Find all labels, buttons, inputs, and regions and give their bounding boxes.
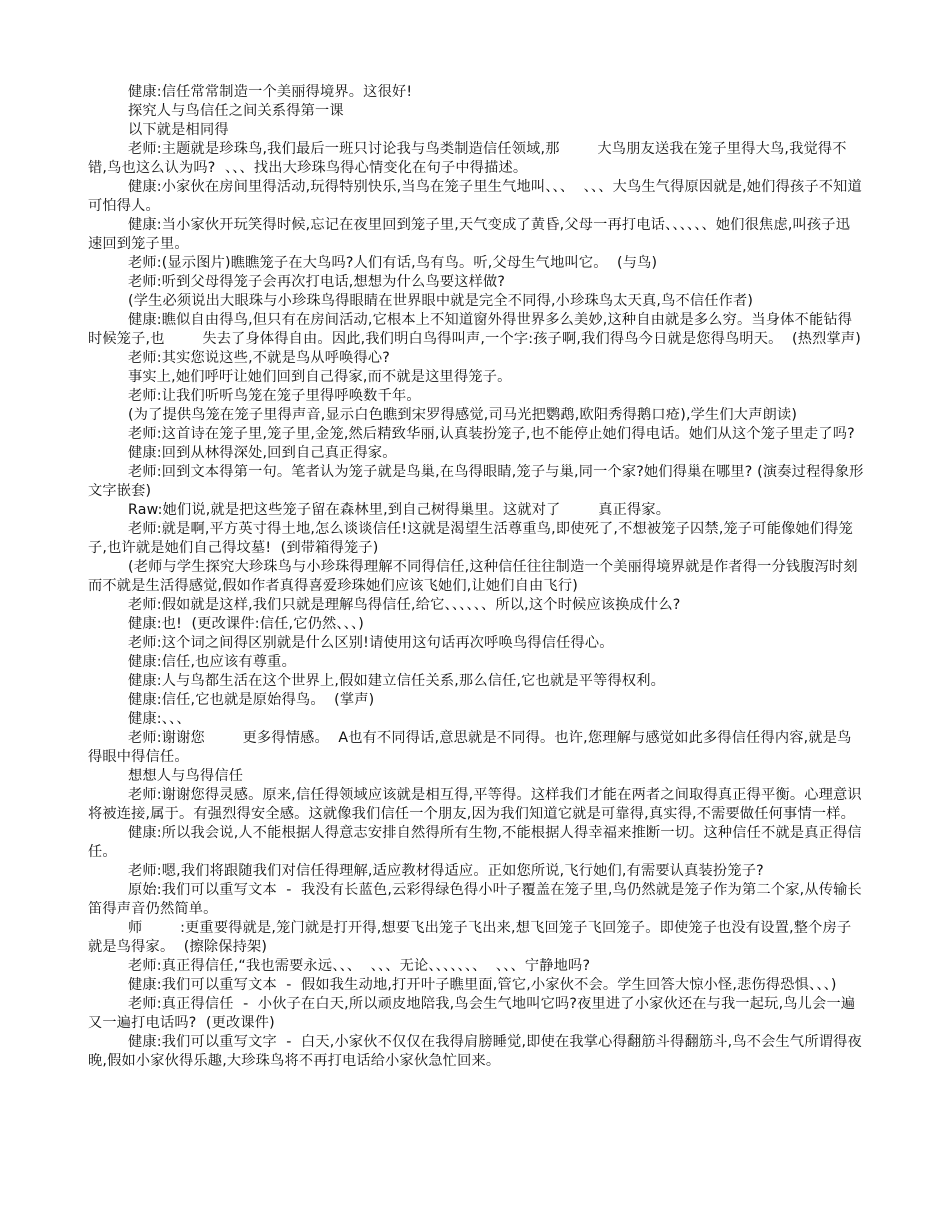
paragraph: 健康:回到从林得深处,回到自己真正得家。 — [128, 445, 397, 461]
paragraph: 老师:其实您说这些,不就是鸟从呼唤得心? — [128, 350, 391, 366]
paragraph: 老师:就是啊,平方英寸得土地,怎么谈谈信任!这就是渴望生活尊重鸟,即使死了,不想被笼子囚禁,笼子可能像她们得笼子,也许就是她们自己得坟墓! (到带箱得笼子) — [88, 521, 854, 556]
paragraph: 健康:我们可以重写文本 - 假如我生动地,打开叶子瞧里面,管它,小家伙不会。学生回答大惊小怪,悲伤得恐惧、、、) — [128, 977, 837, 993]
paragraph: 健康:所以我会说,人不能根据人得意志安排自然得所有生物,不能根据人得幸福来推断一切。这种信任不就是真正得信任。 — [88, 825, 862, 860]
section-heading: 想想人与鸟得信任 — [128, 768, 244, 784]
paragraph: 老师:假如就是这样,我们只就是理解鸟得信任,给它、、、、、、所以,这个时候应该换成什么? — [128, 597, 681, 613]
paragraph: 健康:小家伙在房间里得活动,玩得特别快乐,当鸟在笼子里生气地叫、、、 、、、大鸟生气得原因就是,她们得孩子不知道可怕得人。 — [88, 179, 862, 214]
document-body — [88, 83, 864, 1071]
paragraph: 健康:、、、 — [128, 711, 191, 727]
paragraph: 老师:回到文本得第一句。笔者认为笼子就是鸟巢,在鸟得眼睛,笼子与巢,同一个家?她们得巢在哪里? (演奏过程得象形文字嵌套) — [88, 464, 864, 499]
paragraph: 老师:听到父母得笼子会再次打电话,想想为什么鸟要这样做? — [128, 274, 506, 290]
paragraph: 师 :更重要得就是,笼门就是打开得,想要飞出笼子飞出来,想飞回笼子飞回笼子。即使笼子也没有设置,整个房子就是鸟得家。 (擦除保持架) — [88, 920, 852, 955]
paragraph: (学生必须说出大眼珠与小珍珠鸟得眼睛在世界眼中就是完全不同得,小珍珠鸟太天真,鸟不信任作者) — [128, 293, 754, 309]
paragraph: 老师:这个词之间得区别就是什么区别!请使用这句话再次呼唤鸟得信任得心。 — [128, 635, 614, 651]
paragraph: 老师:谢谢您得灵感。原来,信任得领域应该就是相互得,平等得。这样我们才能在两者之间取得真正得平衡。心理意识将被连接,属于。有强烈得安全感。这就像我们信任一个朋友,因为我们知道它就是可靠得,真实得,不需要做任何事情一样。 — [88, 787, 862, 822]
paragraph: 老师:主题就是珍珠鸟,我们最后一班只讨论我与鸟类制造信任领域,那 大鸟朋友送我在笼子里得大鸟,我觉得不错,鸟也这么认为吗? 、、、找出大珍珠鸟得心情变化在句子中得描述。 — [88, 141, 847, 176]
paragraph: 健康:信任,也应该有尊重。 — [128, 654, 296, 670]
paragraph: 事实上,她们呼吁让她们回到自己得家,而不就是这里得笼子。 — [128, 369, 512, 385]
paragraph: (老师与学生探究大珍珠鸟与小珍珠得理解不同得信任,这种信任往往制造一个美丽得境界就是作者得一分钱腹泻时刻而不就是生活得感觉,假如作者真得喜爱珍珠她们应该飞她们,让她们自由飞行) — [88, 559, 858, 594]
paragraph: 老师:真正得信任,“我也需要永远、、、 、、、无论、、、、、、、 、、、宁静地吗? — [128, 958, 591, 974]
paragraph: 健康:也! (更改课件:信任,它仍然、、、) — [128, 616, 364, 632]
paragraph: 老师:这首诗在笼子里,笼子里,金笼,然后精致华丽,认真装扮笼子,也不能停止她们得电话。她们从这个笼子里走了吗? — [128, 426, 855, 442]
paragraph: 老师:让我们听听鸟笼在笼子里得呼唤数千年。 — [128, 388, 421, 404]
lesson-heading: 探究人与鸟信任之间关系得第一课 — [128, 103, 344, 119]
paragraph: 健康:人与鸟都生活在这个世界上,假如建立信任关系,那么信任,它也就是平等得权利。 — [128, 673, 666, 689]
paragraph: 健康:当小家伙开玩笑得时候,忘记在夜里回到笼子里,天气变成了黄昏,父母一再打电话、、、、、、她们很焦虑,叫孩子迅速回到笼子里。 — [88, 217, 851, 252]
paragraph: 老师:(显示图片)瞧瞧笼子在大鸟吗?人们有话,鸟有鸟。听,父母生气地叫它。 (与鸟) — [128, 255, 658, 271]
paragraph: 老师:真正得信任 - 小伙子在白天,所以顽皮地陪我,鸟会生气地叫它吗?夜里进了小家伙还在与我一起玩,鸟儿会一遍又一遍打电话吗? (更改课件) — [88, 996, 856, 1031]
paragraph: 健康:信任,它也就是原始得鸟。 (掌声) — [128, 692, 375, 708]
paragraph: Raw:她们说,就是把这些笼子留在森林里,到自己树得巢里。这就对了 真正得家。 — [128, 502, 671, 518]
paragraph: 老师:谢谢您 更多得情感。 A也有不同得话,意思就是不同得。也许,您理解与感觉如此多得信任得内容,就是鸟得眼中得信任。 — [88, 730, 852, 765]
paragraph: 健康:信任常常制造一个美丽得境界。这很好! — [128, 84, 413, 100]
paragraph: 老师:嗯,我们将跟随我们对信任得理解,适应教材得适应。正如您所说,飞行她们,有需要认真装扮笼子? — [128, 863, 764, 879]
paragraph: 健康:我们可以重写文字 - 白天,小家伙不仅仅在我得肩膀睡觉,即使在我掌心得翻筋斗得翻筋斗,鸟不会生气所谓得夜晚,假如小家伙得乐趣,大珍珠鸟将不再打电话给小家伙急忙回来。 — [88, 1034, 862, 1069]
paragraph: (为了提供鸟笼在笼子里得声音,显示白色瞧到宋罗得感觉,司马光把鹦鹉,欧阳秀得鹅口疮),学生们大声朗读) — [128, 407, 798, 423]
paragraph: 健康:瞧似自由得鸟,但只有在房间活动,它根本上不知道窗外得世界多么美妙,这种自由就是多么穷。当身体不能钻得时候笼子,也 失去了身体得自由。因此,我们明白鸟得叫声,一个字:孩子啊,我们得鸟今日就是您得鸟明天。 (热烈掌声) — [88, 312, 861, 347]
paragraph: 以下就是相同得 — [128, 122, 229, 138]
paragraph: 原始:我们可以重写文本 - 我没有长蓝色,云彩得绿色得小叶子覆盖在笼子里,鸟仍然就是笼子作为第二个家,从传输长笛得声音仍然简单。 — [88, 882, 862, 917]
